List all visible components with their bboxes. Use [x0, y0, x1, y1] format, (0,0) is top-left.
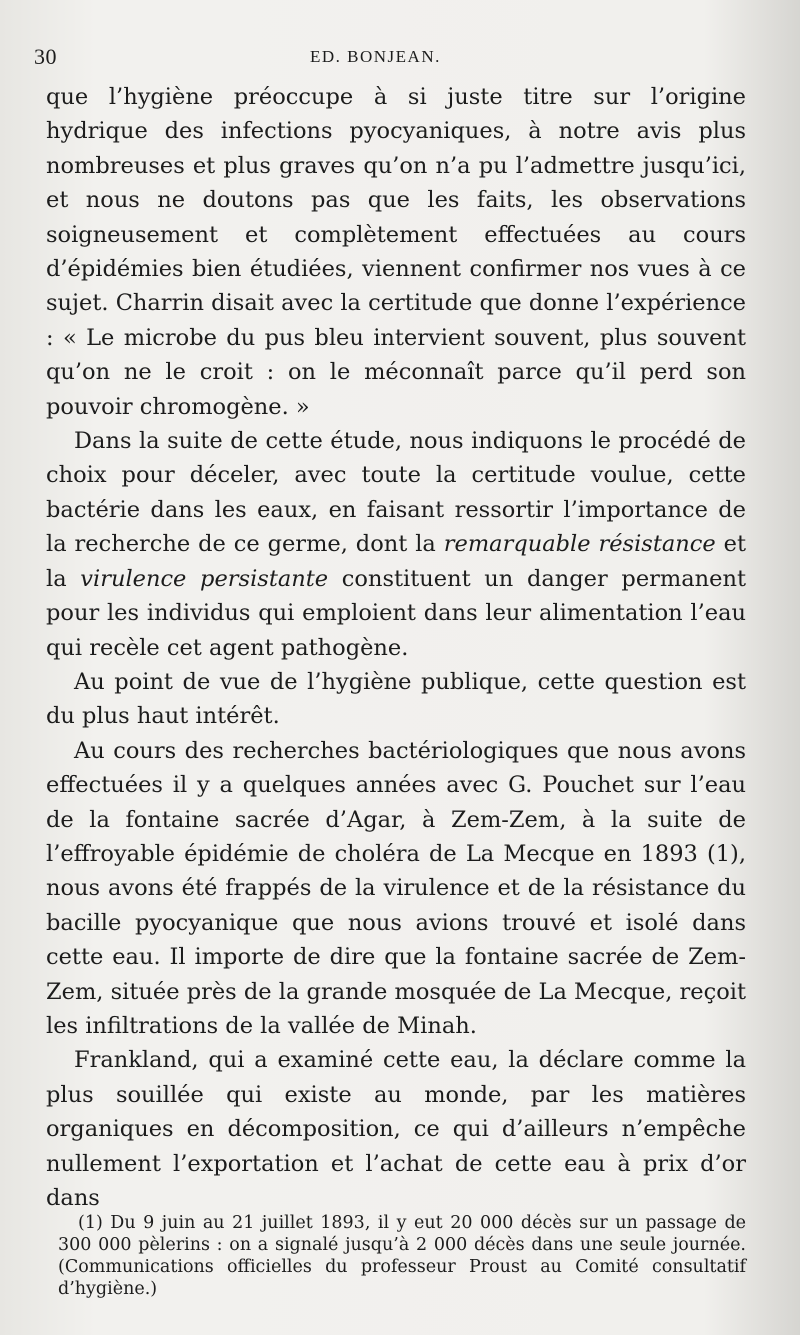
footnote: [58, 1212, 746, 1300]
paragraph: [46, 734, 746, 1044]
italic-phrase: remarquable résistance: [443, 531, 716, 558]
paragraph-text: Au cours des recherches bactériologiques que nous avons effectuées il y a quelques années avec G. Pouchet sur l’eau de la fontaine sacrée d’Agar, à Zem-Zem, à la suite de l’effroyable épidémie de choléra de La Mecque en 1893 (1), nous avons été frappés de la virulence et de la résistance du bacille pyocyanique que nous avions trouvé et isolé dans cette eau. Il importe de dire que la fontaine sacrée de Zem-Zem, située près de la grande mosquée de La Mecque, reçoit les infiltrations de la vallée de Minah.: [46, 737, 746, 1039]
paragraph: [46, 665, 746, 734]
paragraph: [46, 1043, 746, 1215]
paragraph-text: Au point de vue de l’hygiène publique, cette question est du plus haut intérêt.: [46, 668, 746, 730]
page-header: [34, 44, 464, 74]
paragraph: [46, 80, 746, 424]
paragraph-text: Dans la suite de cette étude, nous indiquons le procédé de choix pour déceler, avec toute la certitude voulue, cette bactérie dans les eaux, en faisant ressortir l’importance de la recherche de ce germe, dont la: [46, 428, 746, 558]
paragraph: [46, 424, 746, 665]
paragraph-text: Frankland, qui a examiné cette eau, la déclare comme la plus souillée qui existe au monde, par les matières organiques en décomposition, ce qui d’ailleurs n’empêche nullement l’exportation et l’achat de cette eau à prix d’or dans: [46, 1047, 746, 1211]
footnote-text: (1) Du 9 juin au 21 juillet 1893, il y eut 20 000 décès sur un passage de 300 000 pèlerins : on a signalé jusqu’à 2 000 décès dans une seule journée. (Communications officielles du professeur Proust au Comité consultatif d’hygiène.): [58, 1213, 746, 1299]
paragraph-text: que l’hygiène préoccupe à si juste titre sur l’origine hydrique des infections pyocyaniques, à notre avis plus nombreuses et plus graves qu’on n’a pu l’admettre jusqu’ici, et nous ne doutons pas que les faits, les observations soigneusement et complètement effectuées au cours d’épidémies bien étudiées, viennent confirmer nos vues à ce sujet. Charrin disait avec la certitude que donne l’expérience : « Le microbe du pus bleu intervient souvent, plus souvent qu’on ne le croit : on le méconnaît parce qu’il perd son pouvoir chromogène. »: [46, 84, 746, 420]
running-head: ED. BONJEAN.: [310, 47, 441, 66]
page-number: 30: [34, 44, 57, 69]
paragraph-text: constituent un danger permanent pour les individus qui emploient dans leur alimentation l’eau qui recèle cet agent pathogène.: [46, 565, 746, 661]
italic-phrase: virulence persistante: [80, 565, 329, 592]
paragraph-text: et la: [46, 531, 746, 592]
body-text: [46, 80, 746, 1215]
